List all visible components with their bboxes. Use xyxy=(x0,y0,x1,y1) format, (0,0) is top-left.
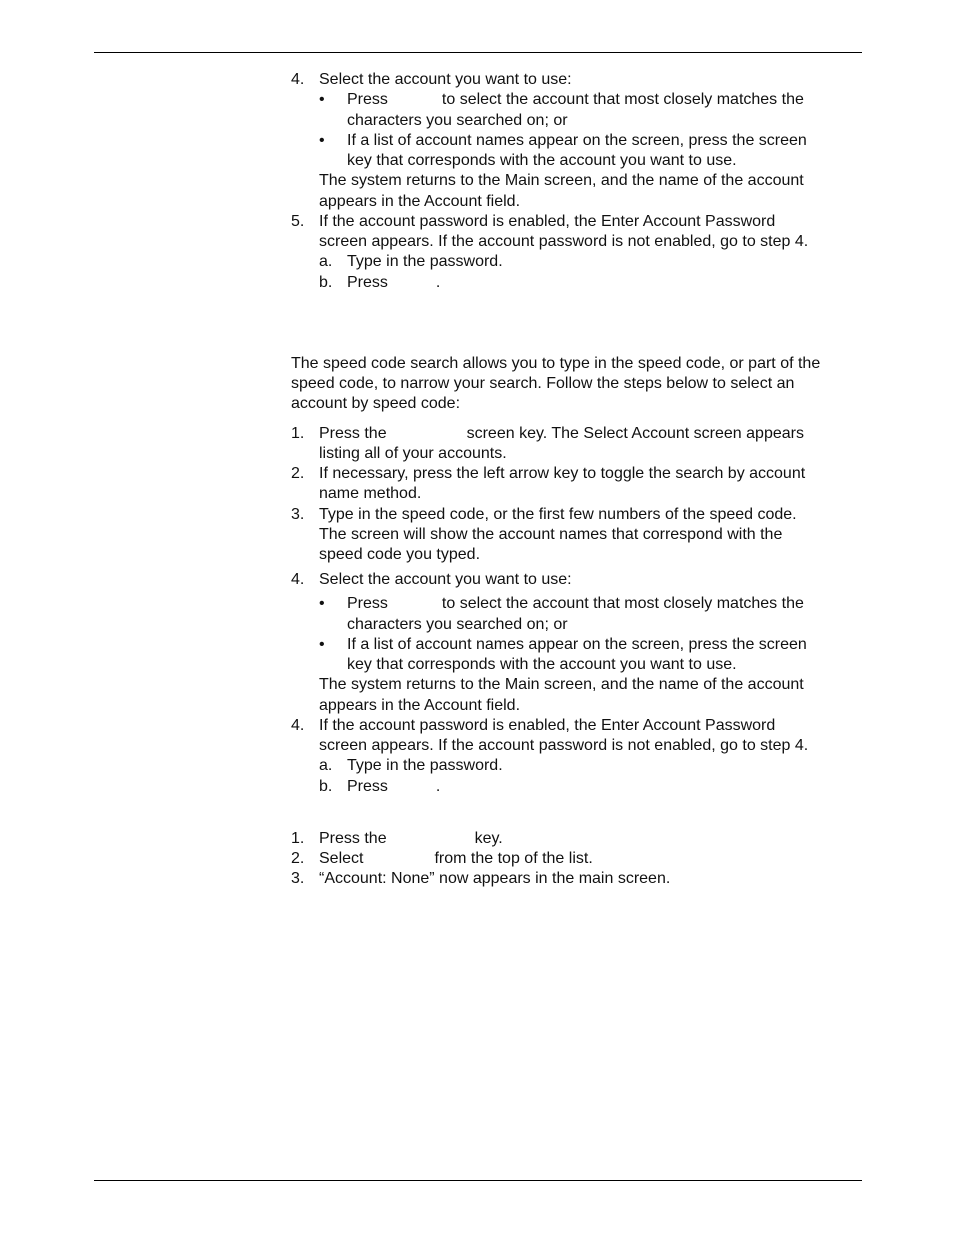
footer-rule xyxy=(94,1180,862,1181)
step-text-post: screen key. The Select Account screen appears xyxy=(466,425,804,442)
bullet-text-post: to select the account that most closely matches the xyxy=(441,595,804,612)
step-text-continued: speed code you typed. xyxy=(319,546,481,563)
substep-text-pre: Press xyxy=(347,778,388,795)
bullet-text-continued: key that corresponds with the account you want to use. xyxy=(347,152,737,169)
step-text: Select the account you want to use: xyxy=(319,71,572,88)
substep-label: a. xyxy=(319,253,333,270)
substep-label: a. xyxy=(319,757,333,774)
substep-label: b. xyxy=(319,778,333,795)
intro-paragraph-line: speed code, to narrow your search. Follow the steps below to select an xyxy=(291,375,795,392)
step-number: 3. xyxy=(291,870,305,887)
step-number: 1. xyxy=(291,830,305,847)
step-text-continued: name method. xyxy=(319,485,422,502)
bullet-text xyxy=(347,90,804,110)
bullet-text-continued: characters you searched on; or xyxy=(347,112,568,129)
bullet-text: If a list of account names appear on the screen, press the screen xyxy=(347,132,807,149)
step-text: “Account: None” now appears in the main screen. xyxy=(319,870,671,887)
substep-label: b. xyxy=(319,274,333,291)
header-rule xyxy=(94,52,862,53)
step-text-pre: Select xyxy=(319,850,364,867)
substep-text: Type in the password. xyxy=(347,757,503,774)
result-text: The system returns to the Main screen, and the name of the account xyxy=(319,172,804,189)
bullet-text-post: to select the account that most closely matches the xyxy=(441,91,804,108)
bullet: • xyxy=(319,595,325,612)
substep-text-pre: Press xyxy=(347,274,388,291)
step-number: 4. xyxy=(291,717,305,734)
step-text-post: key. xyxy=(474,830,503,847)
step-text-continued: listing all of your accounts. xyxy=(319,445,507,462)
step-number: 4. xyxy=(291,71,305,88)
bullet-text-pre: Press xyxy=(347,595,388,612)
step-text: If the account password is enabled, the Enter Account Password xyxy=(319,717,776,734)
bullet-text-continued: characters you searched on; or xyxy=(347,616,568,633)
step-number: 3. xyxy=(291,506,305,523)
substep-text-post: . xyxy=(435,274,441,291)
substep-text xyxy=(347,273,440,293)
step-text: Select the account you want to use: xyxy=(319,571,572,588)
step-text-continued: screen appears. If the account password is not enabled, go to step 4. xyxy=(319,233,809,250)
result-text-continued: appears in the Account field. xyxy=(319,193,521,210)
intro-paragraph-line: account by speed code: xyxy=(291,395,461,412)
result-text: The system returns to the Main screen, and the name of the account xyxy=(319,676,804,693)
step-text: If the account password is enabled, the Enter Account Password xyxy=(319,213,776,230)
step-number: 4. xyxy=(291,571,305,588)
bullet-text xyxy=(347,594,804,614)
substep-text: Type in the password. xyxy=(347,253,503,270)
step-number: 2. xyxy=(291,850,305,867)
step-number: 2. xyxy=(291,465,305,482)
step-text-continued: The screen will show the account names that correspond with the xyxy=(319,526,783,543)
result-text-continued: appears in the Account field. xyxy=(319,697,521,714)
bullet-text: If a list of account names appear on the screen, press the screen xyxy=(347,636,807,653)
intro-paragraph-line: The speed code search allows you to type in the speed code, or part of the xyxy=(291,355,821,372)
substep-text xyxy=(347,777,440,797)
substep-text-post: . xyxy=(435,778,441,795)
bullet: • xyxy=(319,91,325,108)
step-text-pre: Press the xyxy=(319,425,387,442)
step-text xyxy=(319,829,503,849)
bullet-text-continued: key that corresponds with the account you want to use. xyxy=(347,656,737,673)
step-text xyxy=(319,424,804,444)
step-number: 5. xyxy=(291,213,305,230)
step-text-continued: screen appears. If the account password is not enabled, go to step 4. xyxy=(319,737,809,754)
step-text: If necessary, press the left arrow key to toggle the search by account xyxy=(319,465,806,482)
step-text: Type in the speed code, or the first few numbers of the speed code. xyxy=(319,506,797,523)
bullet: • xyxy=(319,132,325,149)
step-text-pre: Press the xyxy=(319,830,387,847)
bullet: • xyxy=(319,636,325,653)
step-number: 1. xyxy=(291,425,305,442)
bullet-text-pre: Press xyxy=(347,91,388,108)
step-text xyxy=(319,849,593,869)
step-text-post: from the top of the list. xyxy=(434,850,593,867)
